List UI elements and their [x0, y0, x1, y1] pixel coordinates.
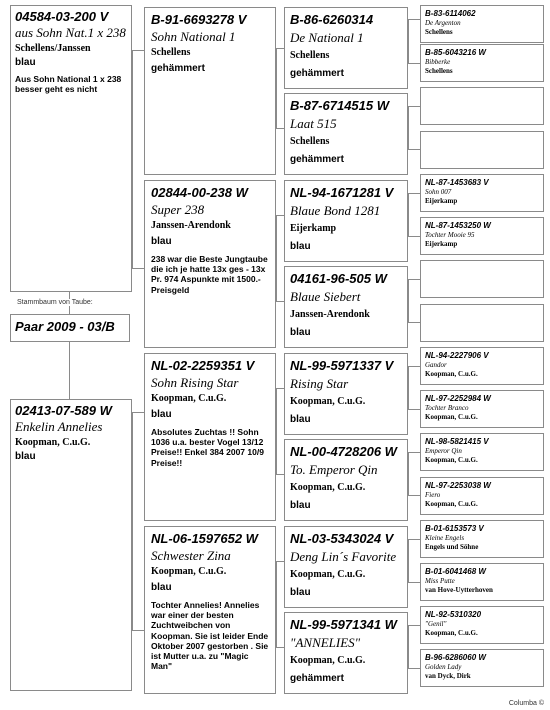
connector — [276, 388, 284, 389]
mother-name: Enkelin Annelies — [15, 419, 103, 434]
gen4-ring: NL-97-2252984 W — [425, 394, 491, 403]
father-card[interactable] — [10, 5, 132, 292]
gen2-name: Sohn Rising Star — [151, 375, 239, 390]
gen4-card[interactable] — [420, 347, 544, 385]
connector — [408, 193, 409, 236]
gen3-breeder: Koopman, C.u.G. — [290, 396, 366, 407]
connector — [276, 215, 277, 301]
gen2-breeder: Janssen-Arendonk — [151, 220, 231, 231]
gen2-color: blau — [151, 236, 172, 247]
gen3-color: blau — [290, 327, 311, 338]
gen2-name: Sohn National 1 — [151, 29, 236, 44]
mother-card[interactable] — [10, 399, 132, 691]
gen4-breeder: van Dyck, Dirk — [425, 672, 471, 680]
connector — [408, 322, 420, 323]
gen2-remark: 238 war die Beste Jungtaube die ich je hatte 13x ges - 13x Pr. 974 Aspunkte mit 1500.- Preisgeld — [151, 254, 268, 295]
connector — [408, 409, 420, 410]
gen4-card[interactable] — [420, 304, 544, 342]
gen4-card[interactable] — [420, 433, 544, 471]
gen2-breeder: Koopman, C.u.G. — [151, 566, 227, 577]
connector — [408, 19, 420, 20]
connector — [408, 366, 420, 367]
gen3-color: gehämmert — [290, 154, 344, 165]
gen4-name: Tochter Branco — [425, 404, 469, 412]
gen4-breeder: Eijerkamp — [425, 197, 458, 205]
gen3-card[interactable] — [284, 180, 408, 262]
gen3-breeder: Eijerkamp — [290, 223, 337, 234]
mother-color: blau — [15, 451, 36, 462]
gen3-card[interactable] — [284, 353, 408, 435]
gen4-card[interactable] — [420, 520, 544, 558]
gen4-card[interactable] — [420, 563, 544, 601]
connector — [276, 388, 277, 474]
gen3-color: blau — [290, 414, 311, 425]
gen4-card[interactable] — [420, 606, 544, 644]
connector — [408, 452, 409, 495]
connector — [132, 268, 144, 269]
gen4-ring: NL-92-5310320 — [425, 610, 482, 619]
gen4-breeder: Schellens — [425, 28, 453, 36]
gen4-breeder: Koopman, C.u.G. — [425, 413, 478, 421]
mother-ring: 02413-07-589 W — [15, 403, 112, 418]
gen4-name: Bibberke — [425, 58, 451, 66]
gen4-name: "Genil" — [425, 620, 447, 628]
connector — [408, 366, 409, 409]
connector — [408, 452, 420, 453]
gen2-card[interactable] — [144, 7, 276, 175]
gen2-color: blau — [151, 409, 172, 420]
gen4-ring: B-83-6114062 — [425, 9, 476, 18]
father-breeder: Schellens/Janssen — [15, 43, 91, 54]
gen4-name: De Argenton — [425, 19, 461, 27]
connector — [276, 474, 284, 475]
connector — [408, 236, 420, 237]
connector — [408, 106, 409, 149]
stammbaum-label: Stammbaum von Taube: — [14, 299, 96, 306]
gen4-ring: NL-94-2227906 V — [425, 351, 489, 360]
gen3-breeder: Schellens — [290, 50, 330, 61]
connector — [408, 19, 409, 63]
connector — [408, 539, 409, 582]
gen4-name: Golden Lady — [425, 663, 462, 671]
gen3-ring: 04161-96-505 W — [290, 271, 387, 286]
gen3-name: Blaue Bond 1281 — [290, 203, 381, 218]
gen3-color: blau — [290, 587, 311, 598]
footer-copyright: Columba © — [508, 700, 544, 707]
gen3-color: gehämmert — [290, 68, 344, 79]
gen4-breeder: Koopman, C.u.G. — [425, 500, 478, 508]
gen4-breeder: Schellens — [425, 67, 453, 75]
gen2-color: gehämmert — [151, 63, 205, 74]
gen2-ring: NL-02-2259351 V — [151, 358, 255, 373]
gen2-ring: NL-06-1597652 W — [151, 531, 258, 546]
connector — [276, 48, 284, 49]
gen3-name: Deng Lin´s Favorite — [290, 549, 397, 564]
gen3-ring: B-86-6260314 — [290, 12, 374, 27]
gen3-ring: NL-99-5971337 V — [290, 358, 394, 373]
gen2-ring: 02844-00-238 W — [151, 185, 248, 200]
gen4-card[interactable] — [420, 44, 544, 82]
gen2-name: Schwester Zina — [151, 548, 231, 563]
gen3-color: blau — [290, 500, 311, 511]
gen3-ring: NL-00-4728206 W — [290, 444, 397, 459]
gen3-card[interactable] — [284, 266, 408, 348]
gen2-remark: Absolutes Zuchtas !! Sohn 1036 u.a. bester Vogel 13/12 Preise!! Enkel 384 2007 10/9 Preise!! — [151, 427, 264, 468]
gen3-card[interactable] — [284, 526, 408, 608]
gen3-ring: NL-94-1671281 V — [290, 185, 394, 200]
gen4-breeder: van Hove-Uytterhoven — [425, 586, 493, 594]
gen3-breeder: Koopman, C.u.G. — [290, 655, 366, 666]
gen2-remark: Tochter Annelies! Annelies war einer der besten Zuchtweibchen von Koopman. Sie ist leider Ende Oktober 2007 gestorben . Sie ist Mutter u.a. zu "Magic Man" — [151, 600, 269, 672]
gen3-card[interactable] — [284, 93, 408, 175]
connector — [276, 301, 284, 302]
gen4-card[interactable] — [420, 5, 544, 43]
connector — [132, 412, 133, 630]
mother-breeder: Koopman, C.u.G. — [15, 437, 91, 448]
gen4-name: Miss Putte — [425, 577, 455, 585]
gen3-breeder: Janssen-Arendonk — [290, 309, 370, 320]
gen4-card[interactable] — [420, 87, 544, 125]
gen3-card[interactable] — [284, 612, 408, 694]
gen4-breeder: Koopman, C.u.G. — [425, 456, 478, 464]
gen4-ring: NL-87-1453250 W — [425, 221, 491, 230]
gen3-ring: B-87-6714515 W — [290, 98, 389, 113]
gen4-card[interactable] — [420, 649, 544, 687]
father-ring: 04584-03-200 V — [15, 9, 109, 24]
gen3-name: De National 1 — [290, 30, 364, 45]
gen4-name: Tochter Mooie 95 — [425, 231, 475, 239]
connector — [132, 412, 144, 413]
gen3-breeder: Koopman, C.u.G. — [290, 569, 366, 580]
connector — [408, 539, 420, 540]
gen4-ring: NL-87-1453683 V — [425, 178, 489, 187]
gen3-color: gehämmert — [290, 673, 344, 684]
gen3-breeder: Koopman, C.u.G. — [290, 482, 366, 493]
connector — [69, 342, 70, 399]
connector — [132, 50, 133, 268]
gen4-name: Emperor Qin — [425, 447, 462, 455]
gen2-card[interactable] — [144, 353, 276, 521]
connector — [408, 668, 420, 669]
gen4-breeder: Engels und Söhne — [425, 543, 479, 551]
gen4-ring: B-01-6153573 V — [425, 524, 484, 533]
gen2-card[interactable] — [144, 180, 276, 348]
pair-title: Paar 2009 - 03/B — [10, 314, 130, 342]
gen4-card[interactable] — [420, 174, 544, 212]
father-color: blau — [15, 57, 36, 68]
gen4-ring: B-85-6043216 W — [425, 48, 486, 57]
connector — [276, 647, 284, 648]
gen3-color: blau — [290, 241, 311, 252]
gen4-breeder: Eijerkamp — [425, 240, 458, 248]
gen3-name: Laat 515 — [290, 116, 337, 131]
gen2-card[interactable] — [144, 526, 276, 694]
gen3-breeder: Schellens — [290, 136, 330, 147]
connector — [276, 561, 284, 562]
gen4-name: Kleine Engels — [425, 534, 465, 542]
gen2-color: blau — [151, 582, 172, 593]
connector — [132, 50, 144, 51]
gen4-breeder: Koopman, C.u.G. — [425, 370, 478, 378]
gen3-ring: NL-03-5343024 V — [290, 531, 394, 546]
gen3-ring: NL-99-5971341 W — [290, 617, 397, 632]
connector — [408, 193, 420, 194]
gen2-breeder: Koopman, C.u.G. — [151, 393, 227, 404]
connector — [276, 128, 284, 129]
gen3-card[interactable] — [284, 7, 408, 89]
father-remark: Aus Sohn National 1 x 238 besser geht es nicht — [15, 74, 122, 95]
gen4-ring: NL-98-5821415 V — [425, 437, 489, 446]
gen4-card[interactable] — [420, 131, 544, 169]
gen2-ring: B-91-6693278 V — [151, 12, 247, 27]
gen4-card[interactable] — [420, 477, 544, 515]
gen3-card[interactable] — [284, 439, 408, 521]
gen3-name: Rising Star — [290, 376, 349, 391]
gen2-breeder: Schellens — [151, 47, 191, 58]
father-name: aus Sohn Nat.1 x 238 — [15, 25, 126, 40]
connector — [276, 561, 277, 647]
connector — [408, 625, 409, 668]
gen4-name: Gandor — [425, 361, 447, 369]
gen4-card[interactable] — [420, 390, 544, 428]
gen4-ring: B-01-6041468 W — [425, 567, 486, 576]
connector — [276, 48, 277, 128]
connector — [408, 625, 420, 626]
gen4-name: Sohn 007 — [425, 188, 452, 196]
gen3-name: To. Emperor Qin — [290, 462, 378, 477]
connector — [408, 149, 420, 150]
connector — [408, 582, 420, 583]
connector — [408, 279, 420, 280]
connector — [408, 106, 420, 107]
gen4-card[interactable] — [420, 260, 544, 298]
gen3-name: Blaue Siebert — [290, 289, 361, 304]
gen4-ring: NL-97-2253038 W — [425, 481, 491, 490]
gen4-breeder: Koopman, C.u.G. — [425, 629, 478, 637]
gen4-ring: B-96-6286060 W — [425, 653, 486, 662]
connector — [408, 63, 420, 64]
connector — [408, 495, 420, 496]
gen4-card[interactable] — [420, 217, 544, 255]
gen2-name: Super 238 — [151, 202, 205, 217]
connector — [408, 279, 409, 322]
gen3-name: "ANNELIES" — [290, 635, 361, 650]
gen4-name: Fiero — [425, 491, 441, 499]
connector — [276, 215, 284, 216]
connector — [132, 630, 144, 631]
